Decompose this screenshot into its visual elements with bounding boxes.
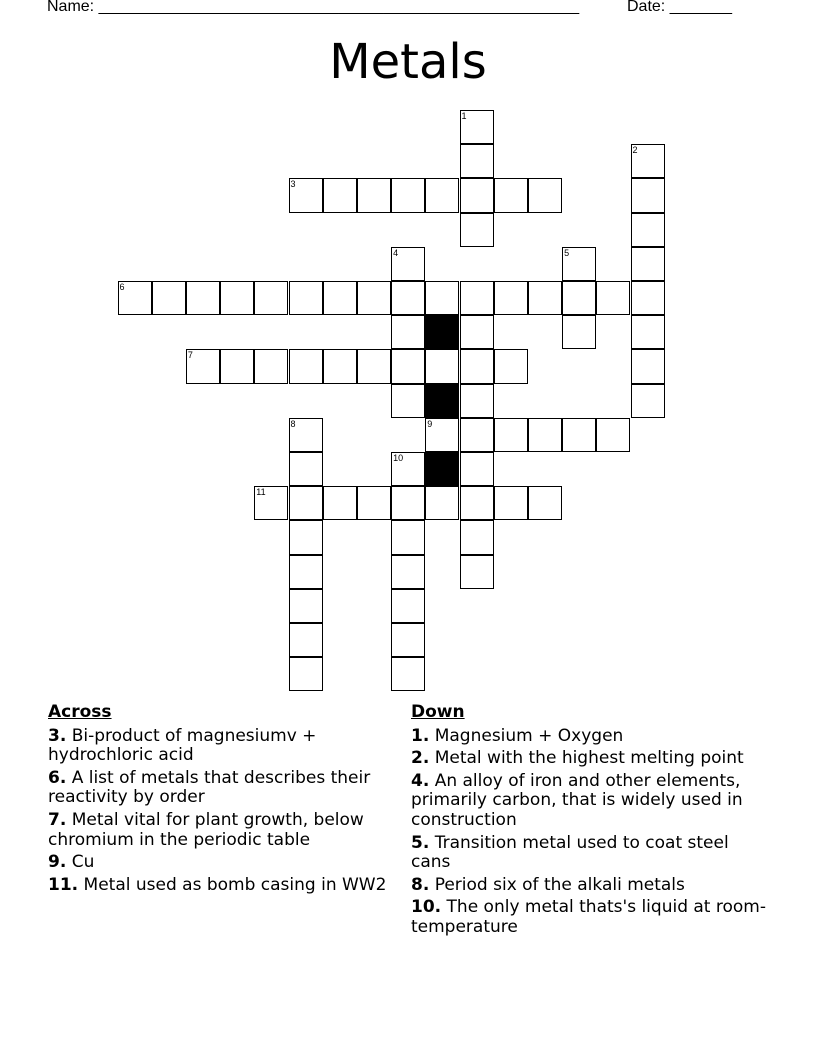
clue-number: 9.	[48, 852, 67, 873]
grid-cell[interactable]	[254, 281, 288, 315]
grid-cell[interactable]	[391, 247, 425, 281]
grid-cell[interactable]	[391, 349, 425, 383]
down-clue	[411, 749, 766, 769]
grid-cell[interactable]	[391, 452, 425, 486]
grid-cell[interactable]	[631, 349, 665, 383]
down-clue	[411, 772, 766, 831]
grid-cell[interactable]	[289, 486, 323, 520]
grid-cell[interactable]	[460, 144, 494, 178]
grid-cell[interactable]	[289, 623, 323, 657]
grid-cell[interactable]	[289, 452, 323, 486]
grid-cell[interactable]	[631, 281, 665, 315]
across-clue	[48, 727, 403, 766]
grid-cell[interactable]	[391, 589, 425, 623]
grid-cell[interactable]	[289, 657, 323, 691]
grid-cell[interactable]	[186, 349, 220, 383]
clue-number: 1.	[411, 725, 430, 746]
across-clue	[48, 811, 403, 850]
grid-cell[interactable]	[460, 384, 494, 418]
grid-cell[interactable]	[460, 520, 494, 554]
grid-cell[interactable]	[460, 178, 494, 212]
grid-cell[interactable]	[494, 178, 528, 212]
across-clue	[48, 769, 403, 808]
grid-cell[interactable]	[460, 315, 494, 349]
grid-cell[interactable]	[460, 281, 494, 315]
clue-text: Period six of the alkali metals	[434, 874, 685, 895]
grid-cell[interactable]	[220, 281, 254, 315]
grid-cell[interactable]	[391, 281, 425, 315]
down-clue	[411, 876, 766, 896]
grid-cell[interactable]	[528, 418, 562, 452]
name-field[interactable]: Name: ______________________________________________________	[47, 0, 580, 15]
grid-cell[interactable]	[357, 281, 391, 315]
grid-cell[interactable]	[391, 486, 425, 520]
clue-text: The only metal thats's liquid at room-temperature	[411, 897, 766, 937]
grid-cell[interactable]	[460, 452, 494, 486]
grid-cell[interactable]	[289, 589, 323, 623]
clue-number: 6.	[48, 767, 67, 788]
grid-cell[interactable]	[562, 281, 596, 315]
down-clue	[411, 898, 766, 937]
grid-cell[interactable]	[528, 281, 562, 315]
grid-cell[interactable]	[425, 486, 459, 520]
grid-cell[interactable]	[289, 178, 323, 212]
grid-cell[interactable]	[425, 418, 459, 452]
grid-cell[interactable]	[494, 281, 528, 315]
grid-cell[interactable]	[425, 178, 459, 212]
clue-number: 11.	[48, 874, 79, 895]
grid-cell[interactable]	[323, 281, 357, 315]
grid-cell[interactable]	[289, 349, 323, 383]
grid-cell[interactable]	[391, 384, 425, 418]
grid-cell[interactable]	[631, 213, 665, 247]
grid-cell[interactable]	[562, 315, 596, 349]
grid-cell[interactable]	[323, 486, 357, 520]
grid-cell[interactable]	[631, 384, 665, 418]
clue-number-label: 9	[427, 418, 433, 429]
clue-number-label: 5	[564, 247, 570, 258]
clue-number: 2.	[411, 748, 430, 769]
grid-cell[interactable]	[562, 247, 596, 281]
grid-cell[interactable]	[460, 349, 494, 383]
down-clue	[411, 834, 766, 873]
clue-number-label: 11	[256, 487, 266, 498]
clue-number: 8.	[411, 874, 430, 895]
grid-cell[interactable]	[289, 281, 323, 315]
grid-cell[interactable]	[494, 349, 528, 383]
grid-cell[interactable]	[323, 349, 357, 383]
clue-text: Magnesium + Oxygen	[434, 725, 624, 746]
clue-text: Metal used as bomb casing in WW2	[83, 874, 387, 895]
grid-cell[interactable]	[152, 281, 186, 315]
grid-cell[interactable]	[357, 349, 391, 383]
grid-cell[interactable]	[118, 281, 152, 315]
grid-cell[interactable]	[494, 486, 528, 520]
across-heading: Across	[48, 702, 112, 722]
across-clues	[48, 703, 403, 898]
page-title: Metals	[329, 34, 487, 90]
clue-number: 5.	[411, 832, 430, 853]
grid-cell[interactable]	[391, 623, 425, 657]
across-clue	[48, 876, 403, 896]
black-square	[425, 315, 459, 349]
across-clue	[48, 853, 403, 873]
grid-cell[interactable]	[596, 418, 630, 452]
grid-cell[interactable]	[460, 110, 494, 144]
grid-cell[interactable]	[631, 315, 665, 349]
grid-cell[interactable]	[460, 486, 494, 520]
clue-number-label: 2	[632, 145, 638, 156]
black-square	[425, 452, 459, 486]
clue-number-label: 3	[290, 179, 296, 190]
grid-cell[interactable]	[596, 281, 630, 315]
grid-cell[interactable]	[357, 178, 391, 212]
clue-text: An alloy of iron and other elements, primarily carbon, that is widely used in construction	[411, 770, 743, 830]
clue-number-label: 4	[393, 247, 399, 258]
grid-cell[interactable]	[528, 178, 562, 212]
clue-number-label: 10	[393, 453, 404, 463]
grid-cell[interactable]	[425, 349, 459, 383]
clue-number-label: 6	[119, 282, 125, 292]
clue-text: Bi-product of magnesiumv + hydrochloric acid	[48, 725, 317, 766]
down-clues	[411, 703, 766, 941]
grid-cell[interactable]	[631, 144, 665, 178]
grid-cell[interactable]	[323, 178, 357, 212]
grid-cell[interactable]	[254, 349, 288, 383]
grid-cell[interactable]	[391, 555, 425, 589]
clue-text: Metal with the highest melting point	[434, 748, 744, 769]
grid-cell[interactable]	[460, 418, 494, 452]
grid-cell[interactable]	[289, 418, 323, 452]
black-square	[425, 384, 459, 418]
grid-cell[interactable]	[357, 486, 391, 520]
grid-cell[interactable]	[289, 555, 323, 589]
grid-cell[interactable]	[391, 520, 425, 554]
grid-cell[interactable]	[254, 486, 288, 520]
down-clue	[411, 727, 766, 747]
down-heading: Down	[411, 702, 465, 722]
grid-cell[interactable]	[460, 555, 494, 589]
clue-text: Cu	[71, 852, 95, 873]
grid-cell[interactable]	[391, 657, 425, 691]
grid-cell[interactable]	[391, 178, 425, 212]
grid-cell[interactable]	[220, 349, 254, 383]
grid-cell[interactable]	[528, 486, 562, 520]
clue-number: 10.	[411, 897, 442, 918]
grid-cell[interactable]	[460, 213, 494, 247]
grid-cell[interactable]	[289, 520, 323, 554]
clue-number-label: 8	[290, 418, 296, 429]
date-field[interactable]: Date: _______	[627, 0, 732, 15]
clue-text: A list of metals that describes their reactivity by order	[48, 767, 371, 808]
clue-number-label: 7	[187, 350, 193, 361]
clue-number: 3.	[48, 725, 67, 746]
clue-number: 7.	[48, 809, 67, 830]
grid-cell[interactable]	[186, 281, 220, 315]
grid-cell[interactable]	[631, 247, 665, 281]
grid-cell[interactable]	[494, 418, 528, 452]
grid-cell[interactable]	[391, 315, 425, 349]
grid-cell[interactable]	[562, 418, 596, 452]
clue-text: Transition metal used to coat steel cans	[411, 832, 729, 873]
grid-cell[interactable]	[631, 178, 665, 212]
clue-text: Metal vital for plant growth, below chromium in the periodic table	[48, 809, 364, 850]
clue-number-label: 1	[461, 111, 467, 121]
grid-cell[interactable]	[425, 281, 459, 315]
clue-number: 4.	[411, 770, 430, 791]
